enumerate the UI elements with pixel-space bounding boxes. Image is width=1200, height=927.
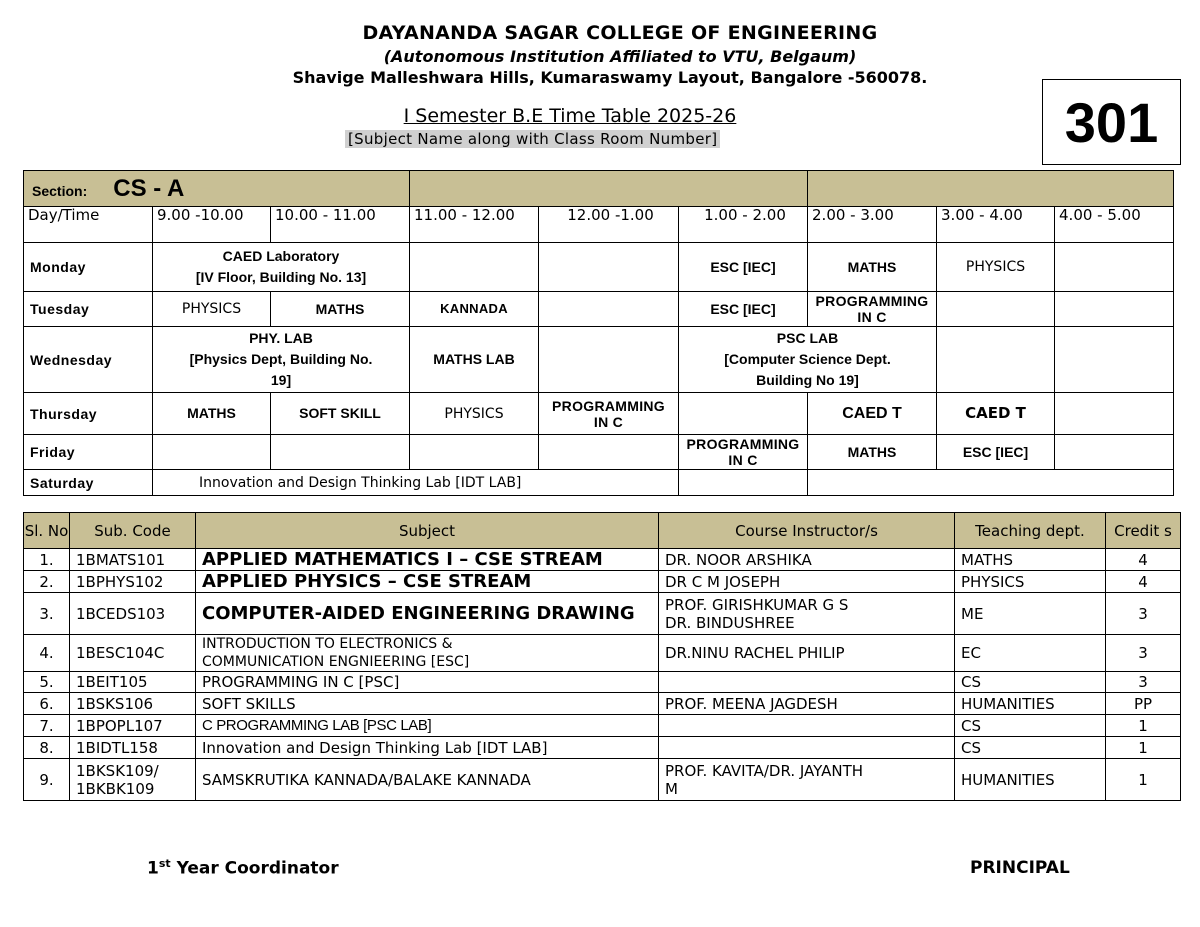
row-credits: 1	[1106, 759, 1181, 801]
row-sl: 5.	[24, 672, 70, 693]
row-subject: SOFT SKILLS	[196, 693, 659, 715]
row-code-line1: 1BKSK109/	[76, 761, 159, 780]
row-code: 1BEIT105	[70, 672, 196, 693]
row-sl: 2.	[24, 571, 70, 593]
time-header-daytime: Day/Time	[24, 207, 153, 243]
row-instructor	[659, 715, 955, 737]
row-instructor: DR.NINU RACHEL PHILIP	[659, 635, 955, 672]
table-row	[24, 672, 1181, 693]
row-code	[70, 759, 196, 801]
friday-slot-5-line2: IN C	[728, 452, 758, 468]
subject-table	[23, 512, 1181, 801]
row-code: 1BMATS101	[70, 549, 196, 571]
row-subject: Innovation and Design Thinking Lab [IDT LAB]	[196, 737, 659, 759]
table-row	[24, 759, 1181, 801]
col-subject: Subject	[196, 513, 659, 549]
subject-table-header	[24, 513, 1181, 549]
table-row	[24, 635, 1181, 672]
row-sl: 6.	[24, 693, 70, 715]
autonomous-line: (Autonomous Institution Affiliated to VTU, Belgaum)	[383, 47, 857, 66]
address-line: Shavige Malleshwara Hills, Kumaraswamy Layout, Bangalore -560078.	[292, 68, 928, 87]
friday-slot-2	[271, 435, 410, 470]
row-code: 1BESC104C	[70, 635, 196, 672]
timetable-grid	[23, 170, 1174, 496]
tuesday-slot-3: KANNADA	[410, 292, 539, 327]
day-wednesday: Wednesday	[24, 327, 153, 393]
principal-signature: PRINCIPAL	[970, 858, 1070, 878]
monday-caed-lab	[153, 243, 410, 292]
thursday-slot-7: CAED T	[937, 393, 1055, 435]
tuesday-slot-1: PHYSICS	[153, 292, 271, 327]
monday-slot-3	[410, 243, 539, 292]
friday-slot-5	[679, 435, 808, 470]
table-row	[24, 549, 1181, 571]
wednesday-psc-lab-room: [Computer Science Dept.	[724, 351, 891, 367]
timetable-subtitle: [Subject Name along with Class Room Number]	[345, 130, 720, 148]
header-blank-1	[410, 171, 808, 207]
time-slot-8: 4.00 - 5.00	[1055, 207, 1174, 243]
table-row	[24, 693, 1181, 715]
row-subject-line2: COMMUNICATION ENGNIEERING [ESC]	[202, 654, 470, 670]
section-label: Section:	[32, 182, 88, 199]
row-credits: 3	[1106, 672, 1181, 693]
time-slot-4: 12.00 -1.00	[539, 207, 679, 243]
row-sl: 4.	[24, 635, 70, 672]
friday-slot-7: ESC [IEC]	[937, 435, 1055, 470]
time-slot-6: 2.00 - 3.00	[808, 207, 937, 243]
row-sl: 7.	[24, 715, 70, 737]
col-credits: Credit s	[1106, 513, 1181, 549]
row-instructor-line1: PROF. GIRISHKUMAR G S	[665, 595, 849, 614]
row-dept: ME	[955, 593, 1106, 635]
row-code: 1BIDTL158	[70, 737, 196, 759]
friday-slot-8	[1055, 435, 1174, 470]
day-friday: Friday	[24, 435, 153, 470]
row-dept: CS	[955, 737, 1106, 759]
row-subject: C PROGRAMMING LAB [PSC LAB]	[196, 715, 659, 737]
thursday-slot-5	[679, 393, 808, 435]
wednesday-psc-lab-title: PSC LAB	[776, 330, 839, 346]
row-instructor	[659, 672, 955, 693]
row-credits: 4	[1106, 549, 1181, 571]
monday-slot-7: PHYSICS	[937, 243, 1055, 292]
row-code-line2: 1BKBK109	[76, 779, 155, 798]
tuesday-slot-2: MATHS	[271, 292, 410, 327]
coordinator-number: 1	[147, 858, 159, 879]
wednesday-phy-lab-room: [Physics Dept, Building No.	[189, 351, 373, 367]
thursday-slot-2: SOFT SKILL	[271, 393, 410, 435]
row-code: 1BSKS106	[70, 693, 196, 715]
time-slot-3: 11.00 - 12.00	[410, 207, 539, 243]
coordinator-signature	[147, 857, 339, 879]
row-credits: 1	[1106, 715, 1181, 737]
friday-slot-6: MATHS	[808, 435, 937, 470]
row-dept: HUMANITIES	[955, 759, 1106, 801]
tuesday-slot-6-line2: IN C	[857, 309, 887, 325]
monday-slot-5: ESC [IEC]	[679, 243, 808, 292]
table-row	[24, 737, 1181, 759]
row-dept: CS	[955, 715, 1106, 737]
wednesday-slot-8	[1055, 327, 1174, 393]
row-instructor	[659, 593, 955, 635]
table-row	[24, 571, 1181, 593]
row-credits: 3	[1106, 635, 1181, 672]
row-instructor-line2: M	[665, 779, 678, 798]
saturday-afternoon	[808, 470, 1174, 496]
saturday-idt-lab: Innovation and Design Thinking Lab [IDT LAB]	[153, 470, 679, 496]
coordinator-suffix: st	[158, 857, 171, 870]
tuesday-slot-6	[808, 292, 937, 327]
time-slot-2: 10.00 - 11.00	[271, 207, 410, 243]
col-instructor: Course Instructor/s	[659, 513, 955, 549]
tuesday-slot-5: ESC [IEC]	[679, 292, 808, 327]
wednesday-slot-4	[539, 327, 679, 393]
thursday-slot-4-line2: IN C	[593, 413, 624, 430]
monday-slot-8	[1055, 243, 1174, 292]
tuesday-slot-7	[937, 292, 1055, 327]
thursday-slot-1: MATHS	[153, 393, 271, 435]
row-sl: 1.	[24, 549, 70, 571]
wednesday-psc-lab-room2: Building No 19]	[756, 372, 859, 388]
wednesday-phy-lab	[153, 327, 410, 393]
friday-slot-1	[153, 435, 271, 470]
row-code: 1BPHYS102	[70, 571, 196, 593]
friday-slot-3	[410, 435, 539, 470]
row-sl: 9.	[24, 759, 70, 801]
row-dept: CS	[955, 672, 1106, 693]
thursday-slot-8	[1055, 393, 1174, 435]
row-credits: 1	[1106, 737, 1181, 759]
wednesday-slot-7	[937, 327, 1055, 393]
section-heading	[24, 171, 410, 207]
monday-caed-lab-room: [IV Floor, Building No. 13]	[195, 269, 367, 285]
row-instructor-line2: DR. BINDUSHREE	[665, 613, 795, 632]
row-code: 1BPOPL107	[70, 715, 196, 737]
row-dept: PHYSICS	[955, 571, 1106, 593]
day-thursday: Thursday	[24, 393, 153, 435]
wednesday-phy-lab-title: PHY. LAB	[249, 330, 313, 346]
row-instructor-line1: PROF. KAVITA/DR. JAYANTH	[665, 761, 864, 780]
row-subject: COMPUTER-AIDED ENGINEERING DRAWING	[196, 593, 659, 635]
coordinator-label: Year Coordinator	[170, 858, 339, 879]
wednesday-phy-lab-room2: 19]	[270, 372, 292, 388]
thursday-slot-4	[539, 393, 679, 435]
header-blank-2	[808, 171, 1174, 207]
timetable-title: I Semester B.E Time Table 2025-26	[403, 105, 737, 127]
tuesday-slot-8	[1055, 292, 1174, 327]
row-credits: 4	[1106, 571, 1181, 593]
row-sl: 8.	[24, 737, 70, 759]
section-name: CS - A	[113, 174, 185, 202]
row-subject-line1: INTRODUCTION TO ELECTRONICS &	[202, 636, 453, 652]
time-slot-1: 9.00 -10.00	[153, 207, 271, 243]
col-sub-code: Sub. Code	[70, 513, 196, 549]
wednesday-psc-lab	[679, 327, 937, 393]
row-instructor: PROF. MEENA JAGDESH	[659, 693, 955, 715]
day-tuesday: Tuesday	[24, 292, 153, 327]
row-subject: SAMSKRUTIKA KANNADA/BALAKE KANNADA	[196, 759, 659, 801]
friday-slot-5-line1: PROGRAMMING	[686, 436, 800, 452]
monday-slot-4	[539, 243, 679, 292]
wednesday-maths-lab: MATHS LAB	[410, 327, 539, 393]
table-row	[24, 715, 1181, 737]
row-subject: PROGRAMMING IN C [PSC]	[196, 672, 659, 693]
table-row	[24, 593, 1181, 635]
row-dept: MATHS	[955, 549, 1106, 571]
col-dept: Teaching dept.	[955, 513, 1106, 549]
tuesday-slot-6-line1: PROGRAMMING	[815, 293, 929, 309]
time-slot-5: 1.00 - 2.00	[679, 207, 808, 243]
row-code: 1BCEDS103	[70, 593, 196, 635]
row-sl: 3.	[24, 593, 70, 635]
row-credits: 3	[1106, 593, 1181, 635]
day-saturday: Saturday	[24, 470, 153, 496]
row-subject	[196, 635, 659, 672]
row-credits: PP	[1106, 693, 1181, 715]
col-sl-no: Sl. No	[24, 513, 70, 549]
thursday-slot-3: PHYSICS	[410, 393, 539, 435]
time-slot-7: 3.00 - 4.00	[937, 207, 1055, 243]
tuesday-slot-4	[539, 292, 679, 327]
saturday-slot-5	[679, 470, 808, 496]
thursday-slot-6: CAED T	[808, 393, 937, 435]
row-dept: EC	[955, 635, 1106, 672]
day-monday: Monday	[24, 243, 153, 292]
row-instructor: DR C M JOSEPH	[659, 571, 955, 593]
row-subject: APPLIED MATHEMATICS I – CSE STREAM	[196, 549, 659, 571]
monday-caed-lab-title: CAED Laboratory	[222, 248, 340, 264]
thursday-slot-4-line1: PROGRAMMING	[552, 397, 665, 414]
college-name: DAYANANDA SAGAR COLLEGE OF ENGINEERING	[362, 22, 878, 44]
friday-slot-4	[539, 435, 679, 470]
monday-slot-6: MATHS	[808, 243, 937, 292]
row-subject: APPLIED PHYSICS – CSE STREAM	[196, 571, 659, 593]
room-number-box: 301	[1042, 79, 1181, 165]
row-dept: HUMANITIES	[955, 693, 1106, 715]
row-instructor	[659, 737, 955, 759]
row-instructor: DR. NOOR ARSHIKA	[659, 549, 955, 571]
row-instructor	[659, 759, 955, 801]
